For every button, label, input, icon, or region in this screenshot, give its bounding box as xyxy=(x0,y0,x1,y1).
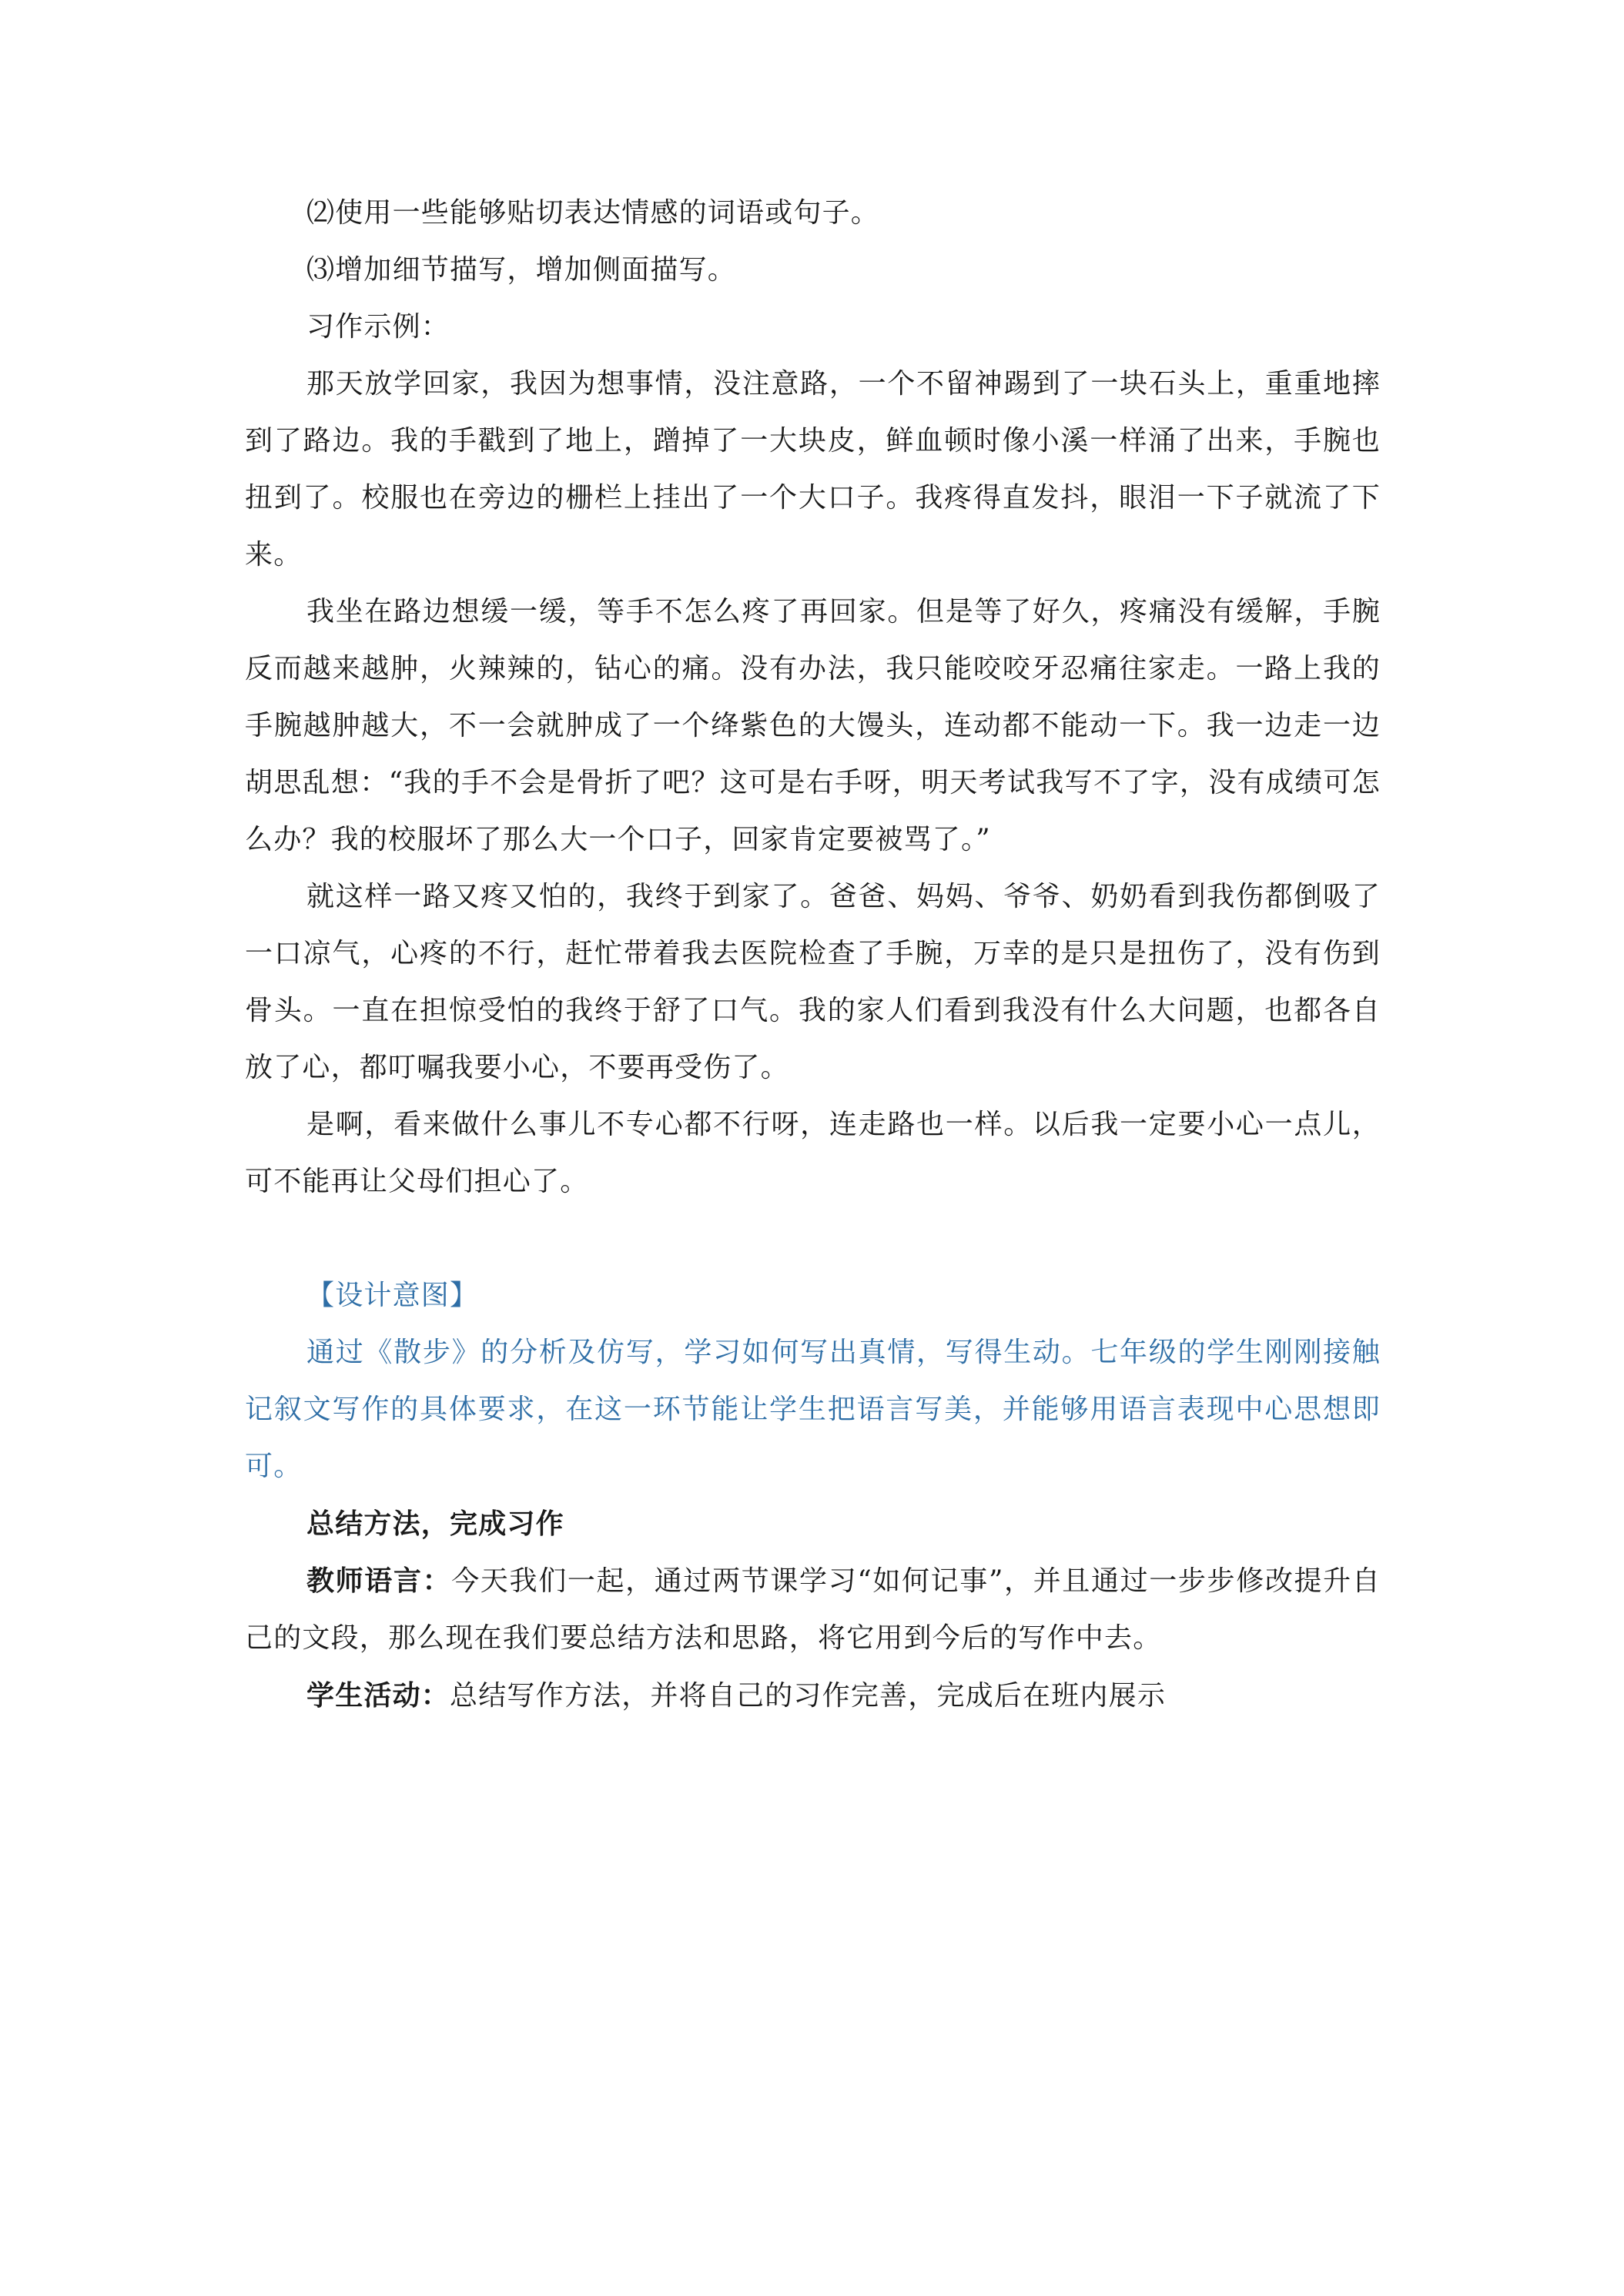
method-item-2: ⑵使用一些能够贴切表达情感的词语或句子。 xyxy=(306,197,880,229)
design-intent-text: 通过《散步》的分析及仿写，学习如何写出真情，写得生动。七年级的学生刚刚接触记叙文写作的具体要求，在这一环节能让学生把语言写美，并能够用语言表现中心思想即可。 xyxy=(245,1337,1381,1482)
example-paragraph: 是啊，看来做什么事儿不专心都不行呀，连走路也一样。以后我一定要小心一点儿，可不能再让父母们担心了。 xyxy=(245,1109,1381,1197)
example-paragraph: 就这样一路又疼又怕的，我终于到家了。爸爸、妈妈、爷爷、奶奶看到我伤都倒吸了一口凉气，心疼的不行，赶忙带着我去医院检查了手腕，万幸的是只是扭伤了，没有伤到骨头。一直在担惊受怕的我终于舒了口气。我的家人们看到我没有什么大问题，也都各自放了心，都叮嘱我要小心，不要再受伤了。 xyxy=(245,881,1381,1083)
student-text: 总结写作方法，并将自己的习作完善，完成后在班内展示 xyxy=(450,1680,1167,1712)
section-spacer xyxy=(245,1210,1381,1267)
teacher-language-paragraph xyxy=(245,1552,1381,1667)
student-activity-paragraph xyxy=(245,1667,1381,1725)
summary-heading: 总结方法，完成习作 xyxy=(306,1508,564,1540)
method-item-3: ⑶增加细节描写，增加侧面描写。 xyxy=(306,254,737,286)
teacher-label: 教师语言： xyxy=(306,1565,452,1597)
example-paragraph: 我坐在路边想缓一缓，等手不怎么疼了再回家。但是等了好久，疼痛没有缓解，手腕反而越来越肿，火辣辣的，钻心的痛。没有办法，我只能咬咬牙忍痛往家走。一路上我的手腕越肿越大，不一会就肿成了一个绛紫色的大馒头，连动都不能动一下。我一边走一边胡思乱想：“我的手不会是骨折了吧？这可是右手呀，明天考试我写不了字，没有成绩可怎么办？我的校服坏了那么大一个口子，回家肯定要被骂了。” xyxy=(245,596,1381,855)
teacher-text: 今天我们一起，通过两节课学习“如何记事”，并且通过一步步修改提升自己的文段，那么现在我们要总结方法和思路，将它用到今后的写作中去。 xyxy=(245,1565,1381,1654)
design-intent-heading: 【设计意图】 xyxy=(306,1280,479,1311)
document-page xyxy=(245,185,1381,1725)
example-heading: 习作示例： xyxy=(306,311,450,343)
student-label: 学生活动： xyxy=(306,1679,450,1712)
example-paragraph: 那天放学回家，我因为想事情，没注意路，一个不留神踢到了一块石头上，重重地摔到了路边。我的手戳到了地上，蹭掉了一大块皮，鲜血顿时像小溪一样涌了出来，手腕也扭到了。校服也在旁边的栅栏上挂出了一个大口子。我疼得直发抖，眼泪一下子就流了下来。 xyxy=(245,368,1381,571)
